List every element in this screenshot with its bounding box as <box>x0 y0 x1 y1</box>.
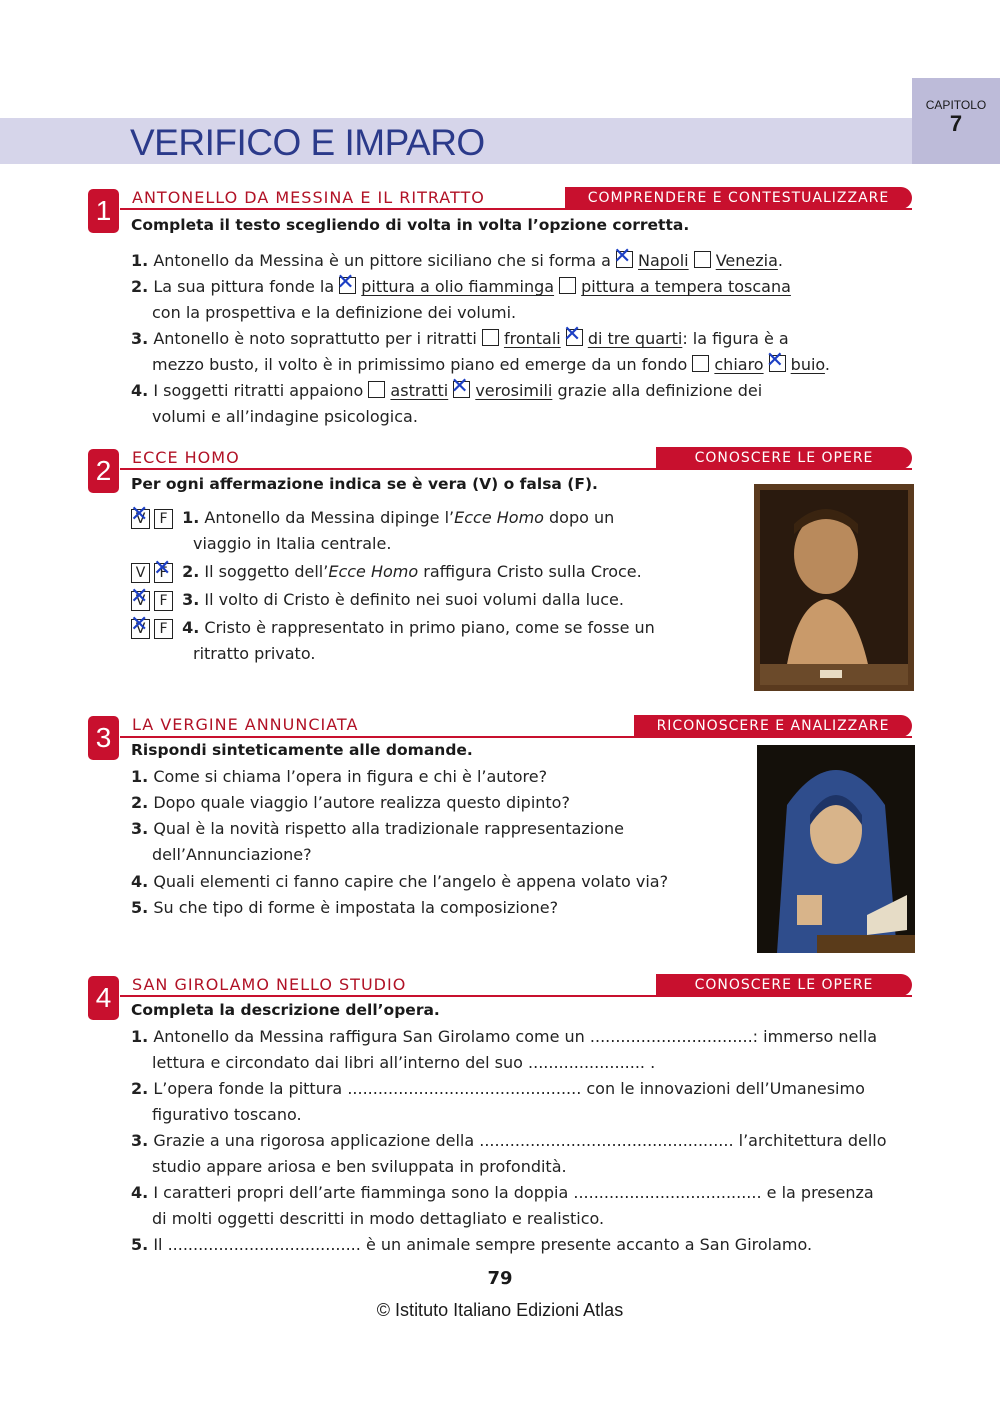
item-number: 5. <box>131 1235 149 1254</box>
item-number: 3. <box>131 819 149 838</box>
item-text: L’opera fonde la pittura <box>153 1079 343 1098</box>
true-box-checked[interactable]: V ✕ <box>131 509 150 529</box>
checkbox-checked[interactable] <box>769 355 786 372</box>
item-text: Cristo è rappresentato in primo piano, come se fosse un <box>204 618 655 637</box>
item-text: l’architettura dello <box>738 1131 887 1150</box>
item-text: dopo un <box>543 508 615 527</box>
option-buio: buio <box>790 355 825 374</box>
ex4-item-2 <box>131 1076 921 1102</box>
item-text: grazie alla definizione dei <box>557 381 763 400</box>
item-text: La sua pittura fonde la <box>153 277 335 296</box>
checkbox-checked[interactable] <box>616 251 633 268</box>
false-box-checked[interactable]: F ✕ <box>154 563 173 583</box>
option-frontali: frontali <box>503 329 561 348</box>
item-number: 3. <box>182 590 200 609</box>
item-number: 4. <box>182 618 200 637</box>
ex4-item-5 <box>131 1232 921 1258</box>
ex2-item-1 <box>131 505 731 531</box>
ex4-item-4-cont: di molti oggetti descritti in modo dettagliato e realistico. <box>152 1209 605 1228</box>
ex2-item-4 <box>131 615 731 641</box>
item-text: Antonello da Messina raffigura San Girolamo come un <box>153 1027 585 1046</box>
item-text: Qual è la novità rispetto alla tradizionale rappresentazione <box>153 819 625 838</box>
item-text: Su che tipo di forme è impostata la composizione? <box>153 898 559 917</box>
item-number: 3. <box>131 1131 149 1150</box>
exercise-1-tag: COMPRENDERE E CONTESTUALIZZARE <box>565 187 912 209</box>
ex1-item-2 <box>131 274 911 300</box>
ex4-item-4 <box>131 1180 921 1206</box>
ex4-item-3-cont: studio appare ariosa e ben sviluppata in profondità. <box>152 1157 567 1176</box>
ex4-item-3 <box>131 1128 921 1154</box>
checkbox[interactable] <box>368 381 385 398</box>
exercise-2-title: ECCE HOMO <box>132 448 240 467</box>
true-box-checked[interactable]: V ✕ <box>131 619 150 639</box>
chapter-number: 7 <box>949 111 963 136</box>
exercise-2-number: 2 <box>88 449 119 493</box>
option-venezia: Venezia <box>715 251 778 270</box>
item-text: : la figura è a <box>682 329 789 348</box>
item-text: raffigura Cristo sulla Croce. <box>418 562 642 581</box>
item-text: Quali elementi ci fanno capire che l’angelo è appena volato via? <box>153 872 669 891</box>
item-number: 1. <box>131 1027 149 1046</box>
checkbox[interactable] <box>482 329 499 346</box>
item-number: 3. <box>131 329 149 348</box>
option-tempera: pittura a tempera toscana <box>581 277 791 296</box>
exercise-4-instruction: Completa la descrizione dell’opera. <box>131 1001 440 1019</box>
ex4-item-1 <box>131 1024 921 1050</box>
exercise-3-title: LA VERGINE ANNUNCIATA <box>132 715 359 734</box>
ex3-question-3-cont: dell’Annunciazione? <box>152 845 312 864</box>
item-text: Il soggetto dell’ <box>204 562 329 581</box>
item-number: 1. <box>131 251 149 270</box>
ex1-item-4-cont: volumi e all’indagine psicologica. <box>152 407 418 426</box>
fill-in-blank[interactable]: .................................................. <box>479 1131 734 1150</box>
item-number: 4. <box>131 381 149 400</box>
page-title: VERIFICO E IMPARO <box>130 122 485 163</box>
artwork-title: Ecce Homo <box>328 562 419 581</box>
item-text: Grazie a una rigorosa applicazione della <box>153 1131 475 1150</box>
item-number: 4. <box>131 872 149 891</box>
item-number: 2. <box>131 1079 149 1098</box>
chapter-label: CAPITOLO <box>925 98 987 112</box>
vergine-annunciata-image <box>757 745 915 953</box>
false-box[interactable]: F <box>154 619 173 639</box>
page-number: 79 <box>487 1268 513 1289</box>
false-box[interactable]: F <box>154 509 173 529</box>
item-text: Dopo quale viaggio l’autore realizza questo dipinto? <box>153 793 570 812</box>
fill-in-blank[interactable]: ................................ <box>589 1027 753 1046</box>
item-number: 2. <box>182 562 200 581</box>
option-astratti: astratti <box>390 381 449 400</box>
copyright: © Istituto Italiano Edizioni Atlas <box>376 1300 624 1320</box>
item-number: 5. <box>131 898 149 917</box>
ex2-item-1-cont: viaggio in Italia centrale. <box>193 534 392 553</box>
option-napoli: Napoli <box>638 251 689 270</box>
ex3-question-2 <box>131 790 741 816</box>
exercise-2-tag: CONOSCERE LE OPERE <box>656 447 912 469</box>
punct: . <box>777 251 783 270</box>
item-number: 2. <box>131 277 149 296</box>
ex3-question-3 <box>131 816 741 842</box>
exercise-1-instruction: Completa il testo scegliendo di volta in volta l’opzione corretta. <box>131 216 690 234</box>
ex1-item-4 <box>131 378 911 404</box>
fill-in-blank[interactable]: ....................... <box>528 1053 645 1072</box>
ex2-item-2 <box>131 559 731 585</box>
fill-in-blank[interactable]: ...................................... <box>167 1235 361 1254</box>
item-text: è un animale sempre presente accanto a San Girolamo. <box>365 1235 813 1254</box>
artwork-title: Ecce Homo <box>454 508 544 527</box>
fill-in-blank[interactable]: ..................................... <box>573 1183 762 1202</box>
item-text: lettura e circondato dai libri all’interno del suo <box>152 1053 523 1072</box>
checkbox[interactable] <box>692 355 709 372</box>
item-text: Il volto di Cristo è definito nei suoi volumi dalla luce. <box>204 590 624 609</box>
option-tre-quarti: di tre quarti <box>587 329 683 348</box>
item-number: 4. <box>131 1183 149 1202</box>
item-number: 1. <box>131 767 149 786</box>
option-verosimili: verosimili <box>475 381 553 400</box>
chapter-box <box>912 78 1000 164</box>
checkbox-checked[interactable] <box>566 329 583 346</box>
item-text: e la presenza <box>766 1183 874 1202</box>
ex1-item-1 <box>131 248 911 274</box>
item-text: mezzo busto, il volto è in primissimo piano ed emerge da un fondo <box>152 355 688 374</box>
fill-in-blank[interactable]: .............................................. <box>347 1079 582 1098</box>
true-box[interactable]: V <box>131 563 150 583</box>
item-text: Il <box>153 1235 163 1254</box>
ex4-item-1-cont <box>152 1050 912 1076</box>
ex1-item-2-cont: con la prospettiva e la definizione dei volumi. <box>152 303 517 322</box>
item-text: Antonello da Messina è un pittore siciliano che si forma a <box>153 251 611 270</box>
ex4-item-2-cont: figurativo toscano. <box>152 1105 302 1124</box>
exercise-1-title: ANTONELLO DA MESSINA E IL RITRATTO <box>132 188 485 207</box>
exercise-4-tag: CONOSCERE LE OPERE <box>656 974 912 996</box>
ex1-item-3 <box>131 326 911 352</box>
ex3-question-1 <box>131 764 741 790</box>
punct: . <box>645 1053 656 1072</box>
checkbox-checked[interactable] <box>339 277 356 294</box>
exercise-3-instruction: Rispondi sinteticamente alle domande. <box>131 741 473 759</box>
item-number: 1. <box>182 508 200 527</box>
item-text: I caratteri propri dell’arte fiamminga sono la doppia <box>153 1183 569 1202</box>
exercise-2-instruction: Per ogni affermazione indica se è vera (V) o falsa (F). <box>131 475 598 493</box>
item-text: Antonello è noto soprattutto per i ritratti <box>153 329 477 348</box>
item-number: 2. <box>131 793 149 812</box>
option-chiaro: chiaro <box>714 355 764 374</box>
ex3-question-5 <box>131 895 741 921</box>
ex1-item-3-cont <box>152 352 912 378</box>
checkbox-checked[interactable] <box>453 381 470 398</box>
checkbox[interactable] <box>694 251 711 268</box>
item-text: : immerso nella <box>752 1027 878 1046</box>
checkbox[interactable] <box>559 277 576 294</box>
exercise-3-tag: RICONOSCERE E ANALIZZARE <box>634 715 912 737</box>
item-text: Antonello da Messina dipinge l’ <box>204 508 455 527</box>
item-text: I soggetti ritratti appaiono <box>153 381 364 400</box>
option-olio: pittura a olio fiamminga <box>361 277 555 296</box>
item-text: con le innovazioni dell’Umanesimo <box>586 1079 865 1098</box>
ecce-homo-image <box>754 484 914 691</box>
true-box-checked[interactable]: V ✕ <box>131 591 150 611</box>
punct: . <box>824 355 831 374</box>
exercise-1-number: 1 <box>88 189 119 233</box>
false-box[interactable]: F <box>154 591 173 611</box>
ex2-item-3 <box>131 587 731 613</box>
exercise-3-number: 3 <box>88 716 119 760</box>
exercise-4-title: SAN GIROLAMO NELLO STUDIO <box>132 975 407 994</box>
item-text: Come si chiama l’opera in figura e chi è l’autore? <box>153 767 548 786</box>
ex3-question-4 <box>131 869 751 895</box>
ex2-item-4-cont: ritratto privato. <box>193 644 316 663</box>
exercise-4-number: 4 <box>88 976 119 1020</box>
